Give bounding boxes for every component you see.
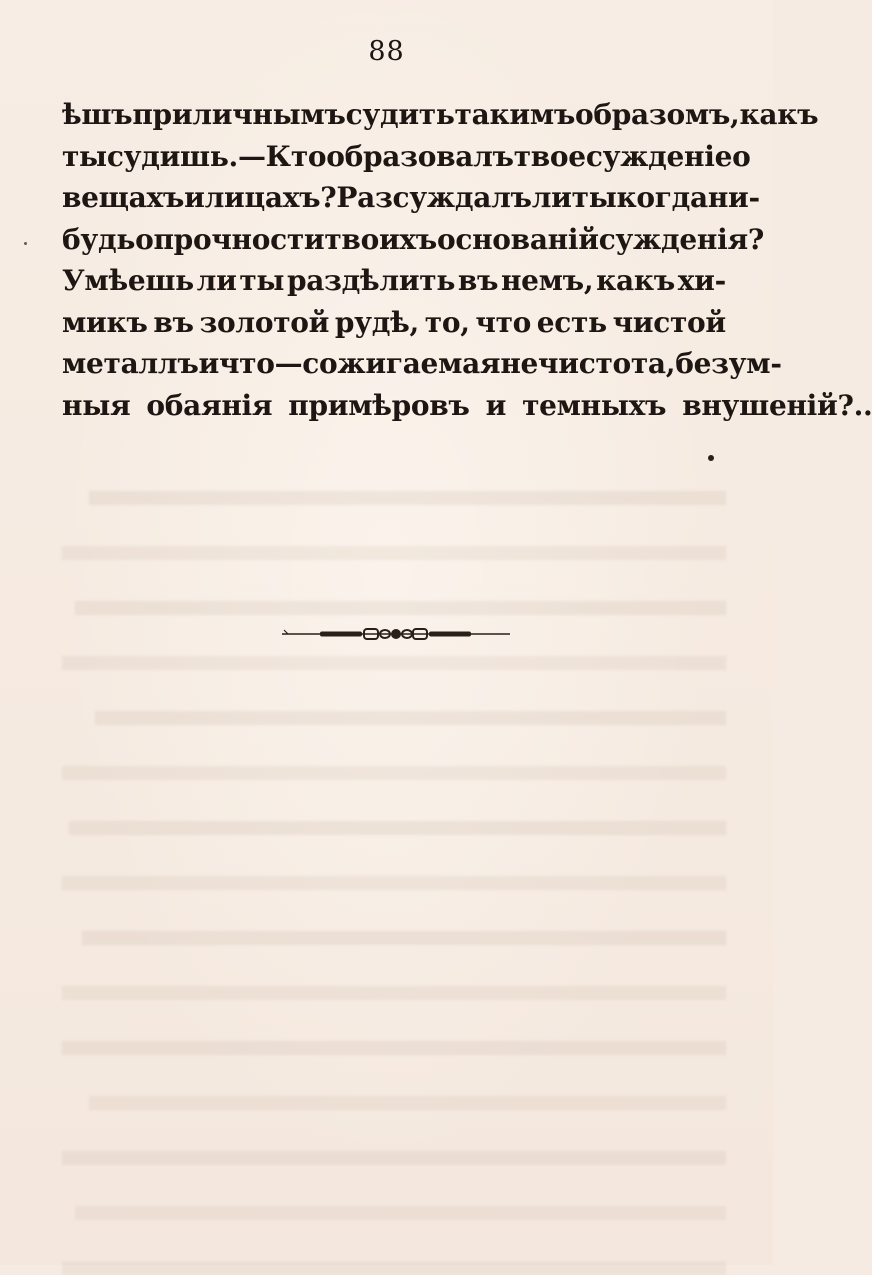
word: судишь.—Кто [106,139,327,173]
word: хи- [677,264,726,297]
word: рудѣ, [334,305,419,339]
word: примѣровъ [288,388,470,422]
word: и [485,388,507,422]
word: въ [457,264,499,297]
word: что [475,305,532,339]
word: что—сожигаемая [218,347,501,380]
word: есть [536,305,607,339]
word: сужденіе [585,139,733,173]
text-line-1 [62,94,819,136]
page-number: 88 [368,36,405,67]
text-line-2 [62,136,751,178]
word: прочности [153,222,325,256]
word: ли [531,181,572,214]
text-line-6 [62,302,726,344]
word: ѣшъ [62,98,133,131]
text-line-3 [62,177,760,219]
word: и [198,347,219,380]
text-line-5 [62,260,726,302]
word: ты [571,181,617,214]
word: микъ [62,305,148,339]
word: твое [513,139,586,173]
word: основаній [436,222,599,256]
word: безум- [675,347,782,380]
word: внушеній?.. [682,388,872,422]
word: какъ [596,264,675,297]
text-line-8 [62,385,872,427]
text-line-4 [62,219,764,261]
word: о [135,222,154,256]
word: темныхъ [522,388,667,422]
word: приличнымъ [132,98,346,131]
word: ты [239,264,285,297]
word: ни- [707,181,760,214]
word: раздѣлить [286,264,456,297]
word: немъ, [500,264,594,297]
word: чистой [612,305,726,339]
word: сужденія? [598,222,764,256]
word: ныя [62,388,131,422]
ink-speck [708,455,714,461]
word: золотой [199,305,330,339]
show-through-texture [62,450,726,1275]
word: о [732,139,751,173]
word: ли [196,264,237,297]
word: когда [616,181,708,214]
word: нечистота, [500,347,676,380]
word: твоихъ [324,222,437,256]
word: металлъ [62,347,199,380]
word: образомъ, [575,98,740,131]
word: какъ [739,98,819,131]
word: такимъ [454,98,576,131]
word: лицахъ? [204,181,337,214]
word: Умѣешь [62,264,194,297]
word: вещахъ [62,181,185,214]
text-line-7 [62,343,782,385]
word: образовалъ [326,139,514,173]
word: обаянія [146,388,273,422]
word: и [184,181,205,214]
word: будь [62,222,136,256]
word: ты [62,139,107,173]
word: въ [153,305,194,339]
body-text [62,94,872,426]
ornament-divider-icon [282,624,510,642]
ink-speck [24,242,27,245]
word: Разсуждалъ [336,181,532,214]
word: судить [345,98,455,131]
word: то, [424,305,470,339]
